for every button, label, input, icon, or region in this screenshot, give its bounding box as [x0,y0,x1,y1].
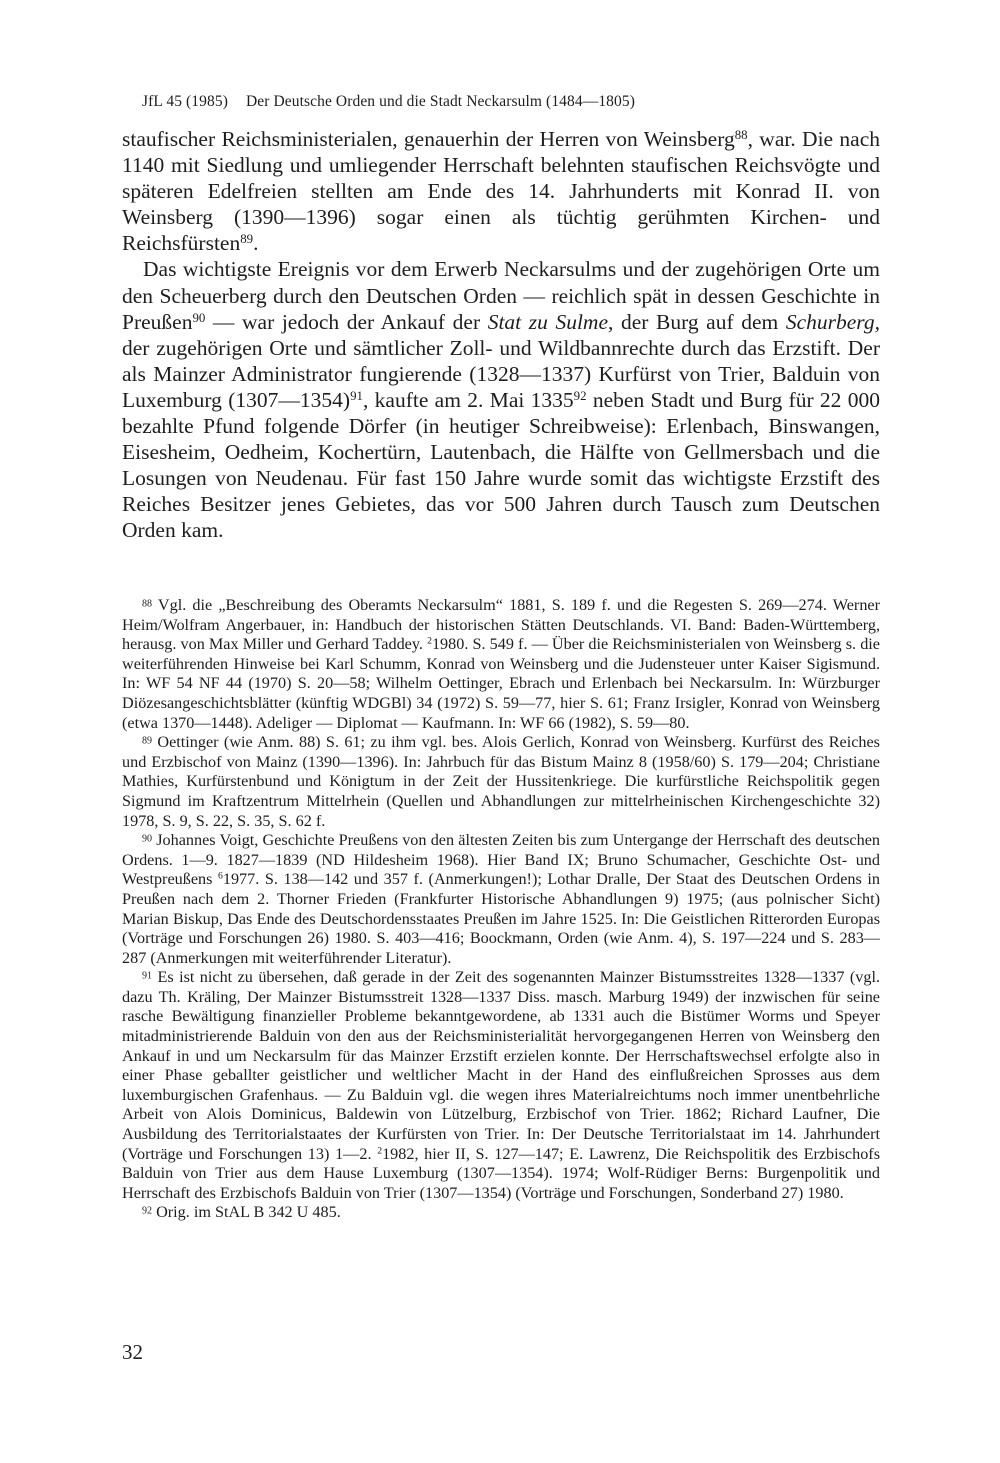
footnote-88: $^{88}$ Vgl. die „Beschreibung des Oberamts Neckarsulm“ 1881, S. 189 f. und die Regesten S. 269—274. Werner Heim/Wolfram Angerbauer, in: Handbuch der historischen Stätten Deutschlands. VI. Band: Baden-Württemberg, herausg. von Max Miller und Gerhard Taddey. $^2$1980. S. 549 f. — Über die Reichsministerialen von Weinsberg s. die weiterführenden Hinweise bei Karl Schumm, Konrad von Weinsberg und die Judensteuer unter Kaiser Sigismund. In: WF 54 NF 44 (1970) S. 20—58; Wilhelm Oettinger, Ebrach und Erlenbach bei Neckarsulm. In: Würzburger Diözesangeschichtsblätter (künftig WDGBl) 34 (1972) S. 59—77, hier S. 61; Franz Irsigler, Konrad von Weinsberg (etwa 1370—1448). Adeliger — Diplomat — Kaufmann. In: WF 66 (1982), S. 59—80. [122,596,880,732]
paragraph-1: staufischer Reichsministerialen, genauerhin der Herren von Weinsberg$^{88}$, war. Die nach 1140 mit Siedlung und umliegender Herrschaft belehnten staufischen Reichsvögte und späteren Edelfreien stellten am Ende des 14. Jahrhunderts mit Konrad II. von Weinsberg (1390—1396) sogar einen als tüchtig gerühmten Kirchen- und Reichsfürsten$^{89}$. [122,127,880,256]
footnote-number: 91 [142,970,153,982]
footnote-ref-88[interactable]: 88 [734,127,748,142]
page-number: 32 [122,1340,143,1364]
footnote-ref-90[interactable]: 90 [192,310,206,325]
footnote-number: 89 [142,735,153,747]
edition-number: 6 [217,870,223,882]
footnote-92: $^{92}$ Orig. im StAL B 342 U 485. [142,1203,341,1222]
document-page [122,0,880,1463]
edition-number: 2 [377,1145,383,1157]
footnote-ref-89[interactable]: 89 [240,232,254,247]
main-text [122,126,880,544]
footnote-number: 90 [142,833,153,845]
footnote-91: $^{91}$ Es ist nicht zu übersehen, daß gerade in der Zeit des sogenannten Mainzer Bistumsstreites 1328—1337 (vgl. dazu Th. Kräling, Der Mainzer Bistumsstreit 1328—1337 Diss. masch. Marburg 1949) der inzwischen für seine rasche Bewältigung finanzieller Probleme bekanntgewordene, ab 1331 auch die Bistümer Worms und Speyer mitadministrierende Balduin von den aus der Reichsministerialität hervorgegangenen Herren von Weinsberg den Ankauf in und um Neckarsulm für das Mainzer Erzstift erzielen konnte. Der Herrschaftswechsel erfolgte also in einer Phase geballter geistlicher und weltlicher Macht in der Hand des einflußreichen Sprosses aus dem luxemburgischen Grafenhaus. — Zu Balduin vgl. die wegen ihres Materialreichtums noch immer unentbehrliche Arbeit von Alois Dominicus, Baldewin von Lützelburg, Erzbischof von Trier. 1862; Richard Laufner, Die Ausbildung des Territorialstaates der Kurfürsten von Trier. In: Der Deutsche Territorialstaat im 14. Jahrhundert (Vorträge und Forschungen 13) 1—2. $^2$1982, hier II, S. 127—147; E. Lawrenz, Die Reichspolitik des Erzbischofs Balduin von Trier aus dem Hause Luxemburg (1307—1354). 1974; Wolf-Rüdiger Berns: Burgenpolitik und Herrschaft des Erzbischofs Balduin von Trier (1307—1354) (Vorträge und Forschungen, Sonderband 27) 1980. [122,968,880,1202]
paragraph-2: Das wichtigste Ereignis vor dem Erwerb Neckarsulms und der zugehörigen Orte um den Scheuerberg durch den Deutschen Orden — reichlich spät in dessen Geschichte in Preußen$^{90}$ — war jedoch der Ankauf der Stat zu Sulme, der Burg auf dem Schurberg, der zugehörigen Orte und sämtlicher Zoll- und Wildbannrechte durch das Erzstift. Der als Mainzer Administrator fungierende (1328—1337) Kurfürst von Trier, Balduin von Luxemburg (1307—1354)$^{91}$, kaufte am 2. Mai 1335$^{92}$ neben Stadt und Burg für 22 000 bezahlte Pfund folgende Dörfer (in heutiger Schreibweise): Erlenbach, Binswangen, Eisesheim, Oedheim, Kochertürn, Lautenbach, die Hälfte von Gellmersbach und die Losungen von Neudenau. Für fast 150 Jahre wurde somit das wichtigste Erzstift des Reiches Besitzer jenes Gebietes, das vor 500 Jahren durch Tausch zum Deutschen Orden kam. [122,257,880,543]
footnote-ref-91[interactable]: 91 [350,388,363,403]
journal-reference: JfL 45 (1985) [142,93,228,110]
footnotes [122,596,880,1223]
running-head [142,93,635,111]
footnote-number: 92 [142,1205,153,1217]
italic-quote: Schurberg, [785,309,880,334]
article-title: Der Deutsche Orden und die Stadt Neckarsulm (1484—1805) [245,93,635,110]
italic-quote: Stat zu Sulme, [487,309,614,334]
footnote-ref-92[interactable]: 92 [573,388,587,403]
footnote-90: $^{90}$ Johannes Voigt, Geschichte Preußens von den ältesten Zeiten bis zum Untergange der Herrschaft des deutschen Ordens. 1—9. 1827—1839 (ND Hildesheim 1968). Hier Band IX; Bruno Schumacher, Geschichte Ost- und Westpreußens $^6$1977. S. 138—142 und 357 f. (Anmerkungen!); Lothar Dralle, Der Staat des Deutschen Ordens in Preußen nach dem 2. Thorner Frieden (Frankfurter Historische Abhandlungen 9) 1975; (aus polnischer Sicht) Marian Biskup, Das Ende des Deutschordensstaates Preußen im Jahre 1525. In: Die Geistlichen Ritterorden Europas (Vorträge und Forschungen 26) 1980. S. 403—416; Boockmann, Orden (wie Anm. 4), S. 197—224 und S. 283—287 (Anmerkungen mit weiterführender Literatur). [122,831,880,967]
footnote-89: $^{89}$ Oettinger (wie Anm. 88) S. 61; zu ihm vgl. bes. Alois Gerlich, Konrad von Weinsberg. Kurfürst des Reiches und Erzbischof von Mainz (1390—1396). In: Jahrbuch für das Bistum Mainz 8 (1958/60) S. 179—204; Christiane Mathies, Kurfürstenbund und Königtum in der Zeit der Hussitenkriege. Die kurfürstliche Reichspolitik gegen Sigmund im Kraftzentrum Mittelrhein (Quellen und Abhandlungen zur mittelrheinischen Kirchengeschichte 32) 1978, S. 9, S. 22, S. 35, S. 62 f. [122,733,880,830]
footnote-number: 88 [142,598,153,610]
edition-number: 2 [427,635,432,647]
